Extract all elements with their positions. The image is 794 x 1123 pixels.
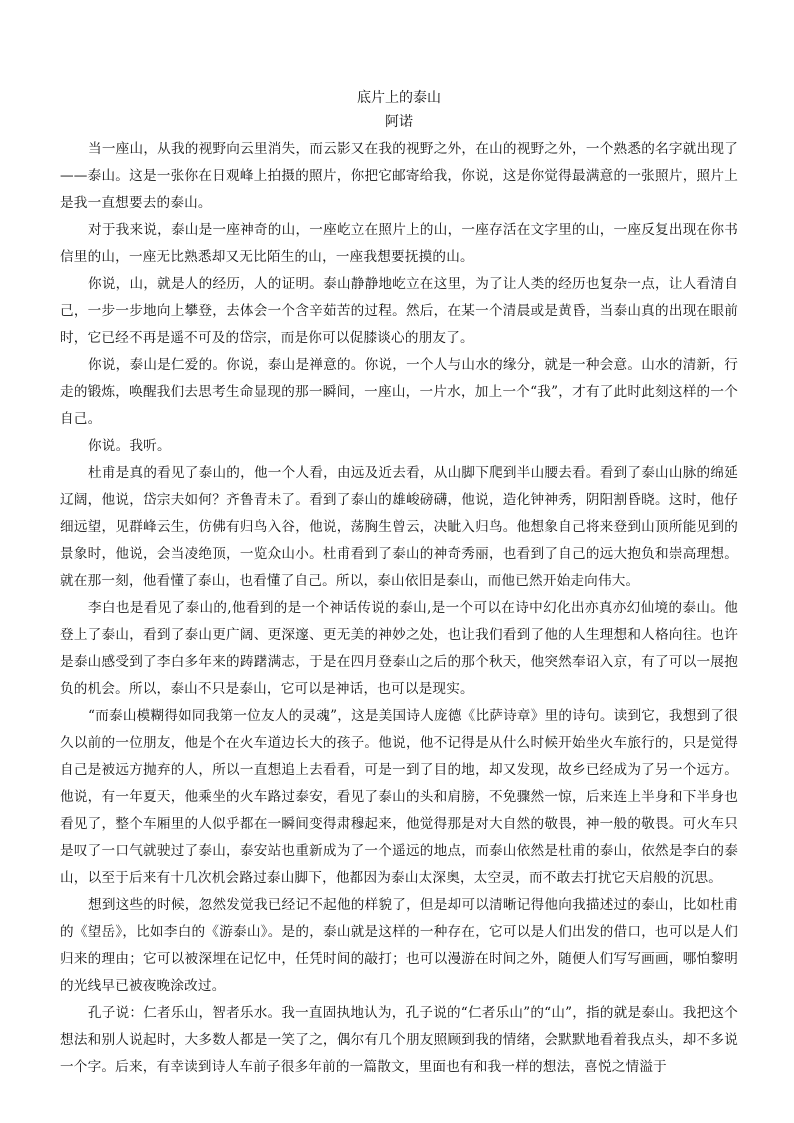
paragraph-2: 对于我来说，泰山是一座神奇的山，一座屹立在照片上的山，一座存活在文字里的山，一座反复出现在你书信里的山，一座无比熟悉却又无比陌生的山，一座我想要抚摸的山。 bbox=[60, 222, 738, 265]
paragraph-1: 当一座山，从我的视野向云里消失，而云影又在我的视野之外，在山的视野之外，一个熟悉的名字就出现了——泰山。这是一张你在日观峰上拍摄的照片，你把它邮寄给我，你说，这是你觉得最满意的一张照片，照片上是我一直想要去的泰山。 bbox=[60, 141, 738, 211]
document-author: 阿诺 bbox=[385, 114, 413, 130]
paragraph-9: 想到这些的时候，忽然发觉我已经记不起他的样貌了，但是却可以清晰记得他向我描述过的泰山，比如杜甫的《望岳》，比如李白的《游泰山》。是的，泰山就是这样的一种存在，它可以是人们出发的借口，也可以是人们归来的理由；它可以被深埋在记忆中，任凭时间的敲打；也可以漫游在时间之外，随便人们写写画画，哪怕黎明的光线早已被夜晚涂改过。 bbox=[60, 897, 738, 994]
paragraph-5: 你说。我听。 bbox=[88, 438, 171, 454]
paragraph-6: 杜甫是真的看见了泰山的，他一个人看，由远及近去看，从山脚下爬到半山腰去看。看到了泰山山脉的绵延辽阔，他说，岱宗夫如何？齐鲁青未了。看到了泰山的雄峻磅礴，他说，造化钟神秀，阴阳割昏晓。这时，他仔细远望，见群峰云生，仿佛有归鸟入谷，他说，荡胸生曾云，决眦入归鸟。他想象自己将来登到山顶所能见到的景象时，他说，会当凌绝顶，一览众山小。杜甫看到了泰山的神奇秀丽，也看到了自己的远大抱负和崇高理想。就在那一刻，他看懂了泰山，也看懂了自己。所以，泰山依旧是泰山，而他已然开始走向伟大。 bbox=[60, 465, 738, 589]
document-title: 底片上的泰山 bbox=[357, 90, 441, 106]
paragraph-8: “而泰山模糊得如同我第一位友人的灵魂”，这是美国诗人庞德《比萨诗章》里的诗句。读到它，我想到了很久以前的一位朋友，他是个在火车道边长大的孩子。他说，他不记得是从什么时候开始坐火车旅行的，只是觉得自己是被远方抛弃的人，所以一直想追上去看看，可是一到了目的地，却又发现，故乡已经成为了另一个远方。他说，有一年夏天，他乘坐的火车路过泰安，看见了泰山的头和肩膀，不免骤然一惊，后来连上半身和下半身也看见了，整个车厢里的人似乎都在一瞬间变得肃穆起来，他觉得那是对大自然的敬畏，神一般的敬畏。可火车只是叹了一口气就驶过了泰山，泰安站也重新成为了一个遥远的地点，而泰山依然是杜甫的泰山，依然是李白的泰山，以至于后来有十几次机会路过泰山脚下，他都因为泰山太深奥，太空灵，而不敢去打扰它天启般的沉思。 bbox=[60, 708, 738, 886]
document-page bbox=[60, 86, 738, 1081]
paragraph-4: 你说，泰山是仁爱的。你说，泰山是禅意的。你说，一个人与山水的缘分，就是一种会意。山水的清新，行走的锻炼，唤醒我们去思考生命显现的那一瞬间，一座山，一片水，加上一个“我”，才有了此时此刻这样的一个自己。 bbox=[60, 357, 738, 427]
paragraph-7: 李白也是看见了泰山的,他看到的是一个神话传说的泰山,是一个可以在诗中幻化出亦真亦幻仙境的泰山。他登上了泰山，看到了泰山更广阔、更深邃、更无美的神妙之处，也让我们看到了他的人生理想和人格向往。也许是泰山感受到了李白多年来的踌躇满志，于是在四月登泰山之后的那个秋天，他突然奉诏入京，有了可以一展抱负的机会。所以，泰山不只是泰山，它可以是神话，也可以是现实。 bbox=[60, 600, 738, 697]
paragraph-10: 孔子说：仁者乐山，智者乐水。我一直固执地认为，孔子说的“仁者乐山”的“山”，指的就是泰山。我把这个想法和别人说起时，大多数人都是一笑了之，偶尔有几个朋友照顾到我的情绪，会默默地看着我点头，却不多说一个字。后来，有幸读到诗人车前子很多年前的一篇散文，里面也有和我一样的想法，喜悦之情溢于 bbox=[60, 1005, 738, 1075]
paragraph-3: 你说，山，就是人的经历，人的证明。泰山静静地屹立在这里，为了让人类的经历也复杂一点，让人看清自己，一步一步地向上攀登，去体会一个含辛茹苦的过程。然后，在某一个清晨或是黄昏，当泰山真的出现在眼前时，它已经不再是遥不可及的岱宗，而是你可以促膝谈心的朋友了。 bbox=[60, 276, 738, 346]
